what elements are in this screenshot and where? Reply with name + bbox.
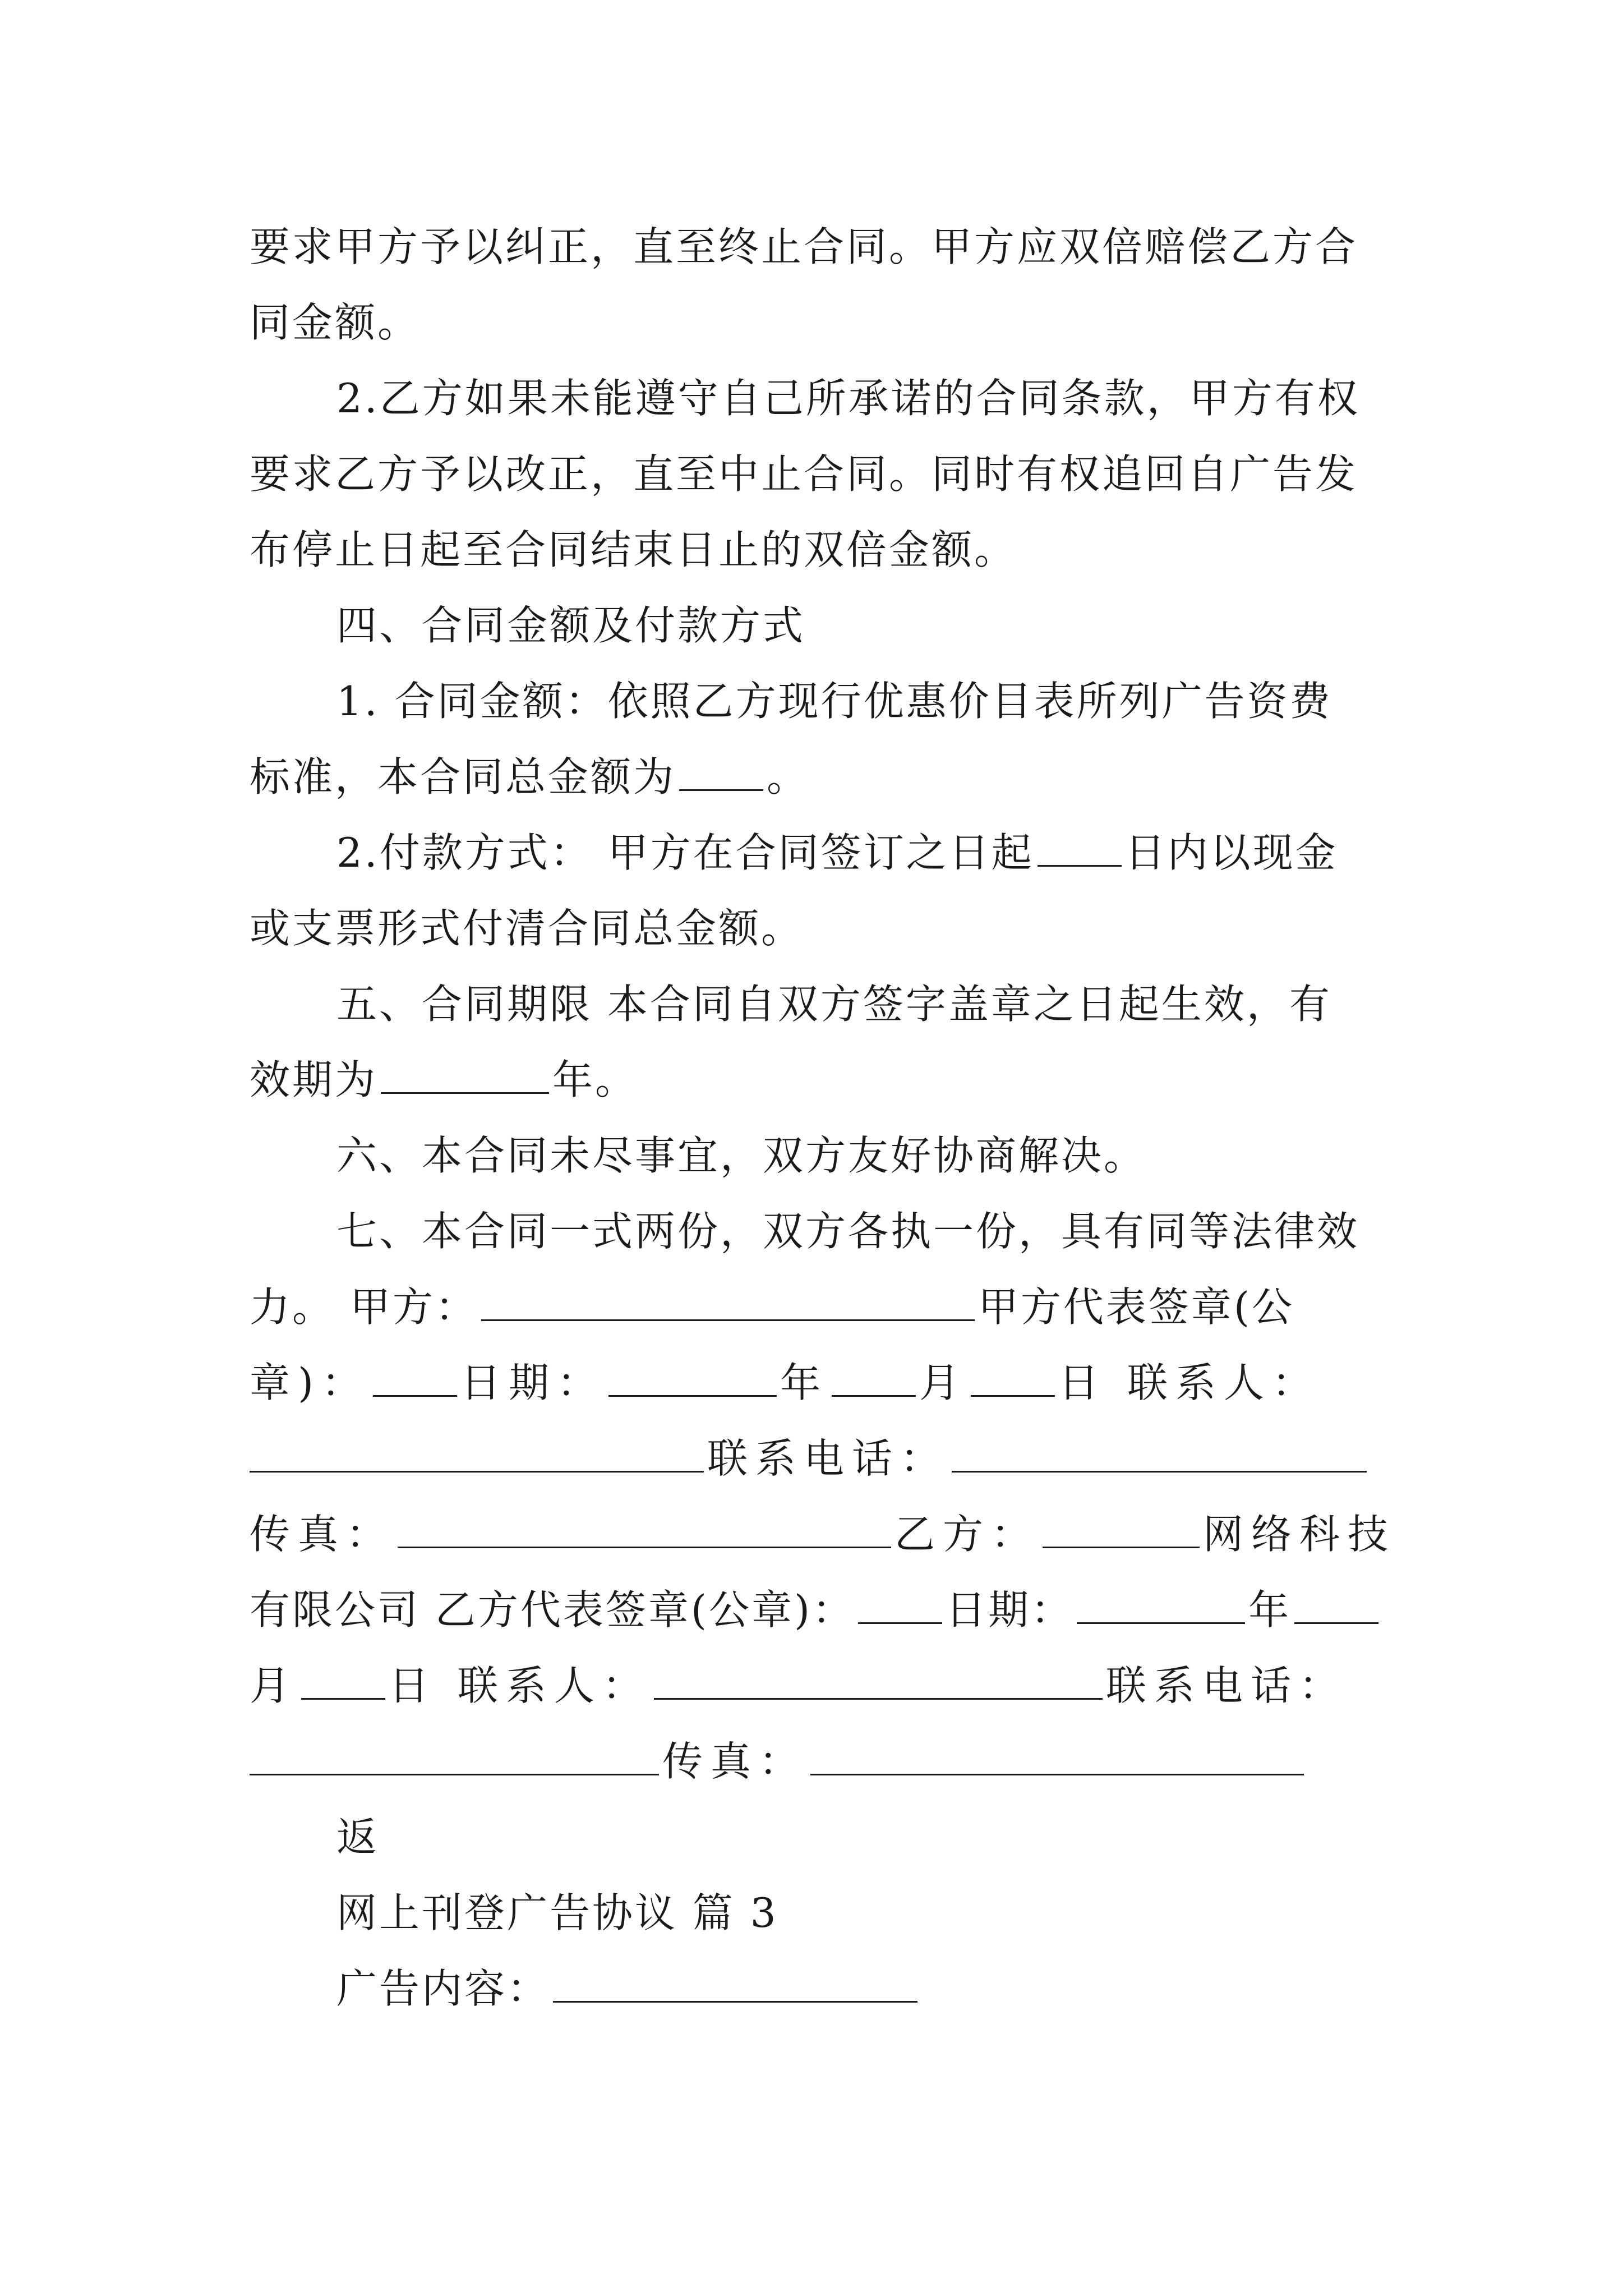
text-run: 年。: [552, 1056, 638, 1103]
fill-in-blank: [1294, 1588, 1378, 1624]
fill-in-blank: [679, 754, 763, 791]
paragraph-line: [250, 749, 809, 805]
text-run: 广告内容：: [336, 1965, 550, 2012]
text-run: 日内以现金: [1124, 829, 1338, 876]
text-run: 月: [919, 1359, 968, 1406]
text-run: 七、本合同一式两份，双方各执一份，具有同等法律效: [336, 1208, 1360, 1255]
section-title: [336, 1885, 778, 1941]
fill-in-blank: [654, 1663, 1103, 1700]
text-run: 返: [336, 1814, 380, 1861]
fill-in-blank: [381, 1057, 549, 1094]
text-run: 四、合同金额及付款方式: [336, 602, 806, 649]
fill-in-blank: [971, 1360, 1055, 1397]
paragraph-line: [336, 825, 1338, 881]
paragraph-line: [250, 295, 420, 351]
text-run: 日 联系人：: [1058, 1359, 1321, 1406]
fill-in-blank: [553, 1966, 917, 2003]
signature-line: [250, 1430, 1370, 1487]
section-heading: [336, 597, 805, 654]
paragraph-line: [336, 370, 1360, 426]
paragraph-line: [336, 976, 1332, 1032]
signature-line: [250, 1658, 1347, 1714]
fill-in-blank: [858, 1588, 942, 1624]
text-run: 传真：: [662, 1738, 808, 1785]
fill-in-blank: [373, 1360, 457, 1397]
signature-line: [250, 1582, 1378, 1638]
fill-in-blank: [1043, 1512, 1200, 1548]
paragraph-line: [336, 1809, 379, 1865]
text-run: 同金额。: [250, 299, 421, 346]
fill-in-blank: [398, 1512, 891, 1548]
fill-in-blank: [608, 1360, 777, 1397]
text-run: 章)：: [250, 1359, 370, 1406]
fill-in-blank: [250, 1739, 659, 1775]
text-run: 或支票形式付清合同总金额。: [250, 905, 804, 952]
fill-in-blank: [1038, 830, 1122, 867]
text-run: 乙方：: [895, 1511, 1040, 1558]
paragraph-line: [336, 1128, 1146, 1184]
paragraph-line: [250, 219, 1358, 275]
fill-in-blank: [1077, 1588, 1245, 1624]
text-run: 有限公司 乙方代表签章(公章)：: [250, 1586, 855, 1634]
paragraph-line: [250, 522, 1017, 578]
text-run: 月: [250, 1662, 298, 1709]
fill-in-blank: [481, 1285, 975, 1321]
paragraph-line: [336, 1961, 921, 2017]
paragraph-line: [250, 1052, 638, 1108]
fill-in-blank: [250, 1436, 704, 1473]
text-run: 年: [780, 1359, 829, 1406]
fill-in-blank: [952, 1436, 1367, 1473]
text-run: 力。 甲方：: [250, 1283, 478, 1331]
text-run: 要求乙方予以改正，直至中止合同。同时有权追回自广告发: [250, 450, 1358, 498]
paragraph-line: [336, 673, 1332, 729]
signature-line: [250, 1279, 1294, 1335]
text-run: 。: [767, 753, 810, 800]
text-run: 五、合同期限 本合同自双方签字盖章之日起生效，有: [336, 981, 1332, 1028]
fill-in-blank: [301, 1663, 385, 1700]
text-run: 日期：: [460, 1359, 606, 1406]
text-run: 标准，本合同总金额为: [250, 753, 676, 800]
text-run: 布停止日起至合同结束日止的双倍金额。: [250, 526, 1017, 573]
paragraph-line: [336, 1203, 1359, 1259]
fill-in-blank: [832, 1360, 916, 1397]
text-run: 要求甲方予以纠正，直至终止合同。甲方应双倍赔偿乙方合: [250, 223, 1358, 270]
paragraph-line: [250, 900, 804, 956]
text-run: 效期为: [250, 1056, 378, 1103]
paragraph-line: [250, 446, 1358, 502]
text-run: 2.乙方如果未能遵守自己所承诺的合同条款，甲方有权: [336, 375, 1360, 422]
text-run: 日期：: [946, 1586, 1074, 1634]
text-run: 传真：: [250, 1511, 395, 1558]
fill-in-blank: [810, 1739, 1304, 1775]
signature-line: [250, 1506, 1396, 1562]
signature-line: [250, 1355, 1320, 1411]
text-run: 1. 合同金额：依照乙方现行优惠价目表所列广告资费: [336, 678, 1332, 725]
text-run: 联系电话：: [707, 1435, 949, 1482]
text-run: 年: [1248, 1586, 1292, 1634]
text-run: 2.付款方式： 甲方在合同签订之日起: [336, 829, 1034, 876]
text-run: 网上刊登广告协议 篇 3: [336, 1889, 778, 1936]
text-run: 网络科技: [1203, 1511, 1396, 1558]
text-run: 联系电话：: [1105, 1662, 1347, 1709]
signature-line: [250, 1733, 1307, 1789]
text-run: 甲方代表签章(公: [978, 1283, 1294, 1331]
text-run: 六、本合同未尽事宜，双方友好协商解决。: [336, 1132, 1147, 1179]
text-run: 日 联系人：: [389, 1662, 651, 1709]
